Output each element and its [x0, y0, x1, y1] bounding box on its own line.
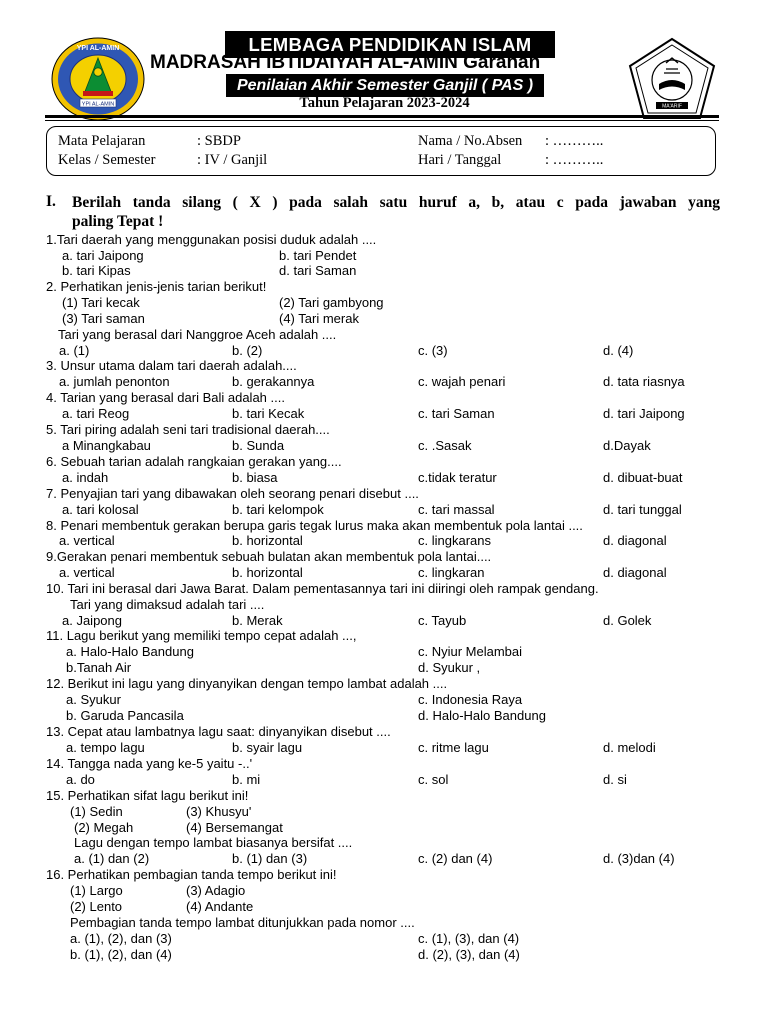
question-3-option-c: c. wajah penari	[418, 374, 506, 389]
header-divider-thin	[45, 120, 719, 121]
question-2-sub: Tari yang berasal dari Nanggroe Aceh adalah ....	[58, 327, 337, 342]
question-3-option-d: d. tata riasnya	[603, 374, 685, 389]
question-16-item-3: (3) Adagio	[186, 883, 246, 898]
instruction-line-2: paling Tepat !	[72, 213, 164, 230]
question-3-stem: 3. Unsur utama dalam tari daerah adalah....	[46, 358, 297, 373]
question-8-stem: 8. Penari membentuk gerakan berupa garis tegak lurus maka akan membentuk pola lantai ....	[46, 518, 583, 533]
question-6-option-d: d. dibuat-buat	[603, 470, 683, 485]
question-4-option-d: d. tari Jaipong	[603, 406, 685, 421]
question-12-stem: 12. Berikut ini lagu yang dinyanyikan dengan tempo lambat adalah ....	[46, 676, 448, 691]
logo-left-arc-text: YPI AL-AMIN	[76, 45, 120, 52]
school-name: MADRASAH IBTIDAIYAH AL-AMIN Garahan	[150, 52, 541, 73]
question-5-option-b: b. Sunda	[232, 438, 285, 453]
instruction-line-1: Berilah tanda silang ( X ) pada salah satu huruf a, b, atau c pada jawaban yang	[72, 194, 720, 211]
question-9-option-c: c. lingkaran	[418, 565, 485, 580]
question-5-option-a: a Minangkabau	[62, 438, 151, 453]
question-10-option-b: b. Merak	[232, 613, 283, 628]
question-15-option-b: b. (1) dan (3)	[232, 851, 308, 866]
question-12-option-c: c. Indonesia Raya	[418, 692, 523, 707]
question-6-option-b: b. biasa	[232, 470, 278, 485]
question-13-option-d: d. melodi	[603, 740, 656, 755]
day-label: Hari / Tanggal	[418, 152, 502, 168]
exam-title-banner: Penilaian Akhir Semester Ganjil ( PAS )	[226, 74, 544, 97]
question-11-option-b: b.Tanah Air	[66, 660, 132, 675]
question-15-item-3: (3) Khusyu'	[186, 804, 252, 819]
name-value: : ………..	[545, 133, 604, 149]
question-16-item-2: (2) Lento	[70, 899, 123, 914]
question-7-option-d: d. tari tunggal	[603, 502, 682, 517]
question-2-option-c: c. (3)	[418, 343, 448, 358]
header-divider-thick	[45, 115, 719, 118]
question-12-option-b: b. Garuda Pancasila	[66, 708, 184, 723]
section-number: I.	[46, 193, 56, 210]
question-15-item-2: (2) Megah	[74, 820, 134, 835]
class-value: : IV / Ganjil	[197, 152, 268, 168]
question-4-option-a: a. tari Reog	[62, 406, 130, 421]
question-16-item-4: (4) Andante	[186, 899, 254, 914]
question-11-stem: 11. Lagu berikut yang memiliki tempo cepat adalah ...,	[46, 628, 357, 643]
question-13-option-b: b. syair lagu	[232, 740, 303, 755]
question-3-option-b: b. gerakannya	[232, 374, 315, 389]
question-15-option-c: c. (2) dan (4)	[418, 851, 493, 866]
question-13-option-a: a. tempo lagu	[66, 740, 145, 755]
question-1-stem: 1.Tari daerah yang menggunakan posisi duduk adalah ....	[46, 232, 377, 247]
subject-value: : SBDP	[197, 133, 241, 149]
question-14-option-d: d. si	[603, 772, 627, 787]
question-13-option-c: c. ritme lagu	[418, 740, 489, 755]
question-4-option-c: c. tari Saman	[418, 406, 495, 421]
question-15-sub: Lagu dengan tempo lambat biasanya bersifat ....	[74, 835, 353, 850]
question-8-option-b: b. horizontal	[232, 533, 303, 548]
question-16-option-d: d. (2), (3), dan (4)	[418, 947, 520, 962]
question-1-option-b: b. tari Pendet	[279, 248, 357, 263]
institution-banner: LEMBAGA PENDIDIKAN ISLAM	[225, 31, 555, 58]
question-10-option-d: d. Golek	[603, 613, 652, 628]
question-7-stem: 7. Penyajian tari yang dibawakan oleh seorang penari disebut ....	[46, 486, 419, 501]
question-3-option-a: a. jumlah penonton	[59, 374, 170, 389]
question-8-option-d: d. diagonal	[603, 533, 667, 548]
subject-label: Mata Pelajaran	[58, 133, 146, 149]
question-2-item-3: (3) Tari saman	[62, 311, 145, 326]
question-6-option-a: a. indah	[62, 470, 109, 485]
logo-right-text: MA'ARIF	[662, 103, 682, 110]
question-16-stem: 16. Perhatikan pembagian tanda tempo berikut ini!	[46, 867, 337, 882]
question-1-option-a: a. tari Jaipong	[62, 248, 144, 263]
question-14-option-c: c. sol	[418, 772, 449, 787]
school-logo-left	[50, 36, 146, 122]
question-14-option-b: b. mi	[232, 772, 261, 787]
academic-year: Tahun Pelajaran 2023-2024	[299, 95, 470, 111]
question-8-option-c: c. lingkarans	[418, 533, 491, 548]
question-10-option-a: a. Jaipong	[62, 613, 122, 628]
question-13-stem: 13. Cepat atau lambatnya lagu saat: dinyanyikan disebut ....	[46, 724, 391, 739]
question-2-option-a: a. (1)	[59, 343, 90, 358]
question-2-item-4: (4) Tari merak	[279, 311, 359, 326]
question-11-option-c: c. Nyiur Melambai	[418, 644, 523, 659]
question-11-option-a: a. Halo-Halo Bandung	[66, 644, 194, 659]
question-5-stem: 5. Tari piring adalah seni tari tradisional daerah....	[46, 422, 330, 437]
question-2-item-1: (1) Tari kecak	[62, 295, 140, 310]
question-10-option-c: c. Tayub	[418, 613, 467, 628]
question-7-option-b: b. tari kelompok	[232, 502, 324, 517]
question-12-option-a: a. Syukur	[66, 692, 121, 707]
question-9-option-a: a. vertical	[59, 565, 115, 580]
question-10-stem: 10. Tari ini berasal dari Jawa Barat. Dalam pementasannya tari ini diiringi oleh rampak gendang.	[46, 581, 599, 596]
name-label: Nama / No.Absen	[418, 133, 523, 149]
question-2-stem: 2. Perhatikan jenis-jenis tarian berikut!	[46, 279, 267, 294]
question-16-option-a: a. (1), (2), dan (3)	[70, 931, 172, 946]
question-5-option-d: d.Dayak	[603, 438, 651, 453]
question-16-item-1: (1) Largo	[70, 883, 123, 898]
question-6-stem: 6. Sebuah tarian adalah rangkaian gerakan yang....	[46, 454, 342, 469]
question-10-sub: Tari yang dimaksud adalah tari ....	[70, 597, 265, 612]
class-label: Kelas / Semester	[58, 152, 156, 168]
question-15-option-a: a. (1) dan (2)	[74, 851, 150, 866]
question-16-sub: Pembagian tanda tempo lambat ditunjukkan pada nomor ....	[70, 915, 415, 930]
question-15-item-4: (4) Bersemangat	[186, 820, 283, 835]
question-14-stem: 14. Tangga nada yang ke-5 yaitu -..'	[46, 756, 253, 771]
question-5-option-c: c. .Sasak	[418, 438, 472, 453]
school-logo-right	[626, 36, 718, 122]
question-15-option-d: d. (3)dan (4)	[603, 851, 675, 866]
question-9-option-d: d. diagonal	[603, 565, 667, 580]
student-identity-box	[46, 126, 716, 176]
question-4-option-b: b. tari Kecak	[232, 406, 305, 421]
logo-left-ribbon-text: YPI AL-AMIN	[81, 101, 115, 108]
question-11-option-d: d. Syukur ,	[418, 660, 481, 675]
question-16-option-b: b. (1), (2), dan (4)	[70, 947, 172, 962]
question-16-option-c: c. (1), (3), dan (4)	[418, 931, 520, 946]
question-2-option-b: b. (2)	[232, 343, 263, 358]
question-9-stem: 9.Gerakan penari membentuk sebuah bulatan akan membentuk pola lantai....	[46, 549, 492, 564]
question-7-option-a: a. tari kolosal	[62, 502, 139, 517]
question-6-option-c: c.tidak teratur	[418, 470, 497, 485]
question-15-stem: 15. Perhatikan sifat lagu berikut ini!	[46, 788, 249, 803]
question-14-option-a: a. do	[66, 772, 95, 787]
question-2-option-d: d. (4)	[603, 343, 634, 358]
question-1-option-d: d. tari Saman	[279, 263, 357, 278]
day-value: : ………..	[545, 152, 604, 168]
question-4-stem: 4. Tarian yang berasal dari Bali adalah ....	[46, 390, 285, 405]
question-8-option-a: a. vertical	[59, 533, 115, 548]
question-2-item-2: (2) Tari gambyong	[279, 295, 384, 310]
question-15-item-1: (1) Sedin	[70, 804, 123, 819]
question-12-option-d: d. Halo-Halo Bandung	[418, 708, 546, 723]
question-7-option-c: c. tari massal	[418, 502, 495, 517]
question-1-option-c: b. tari Kipas	[62, 263, 131, 278]
question-9-option-b: b. horizontal	[232, 565, 303, 580]
